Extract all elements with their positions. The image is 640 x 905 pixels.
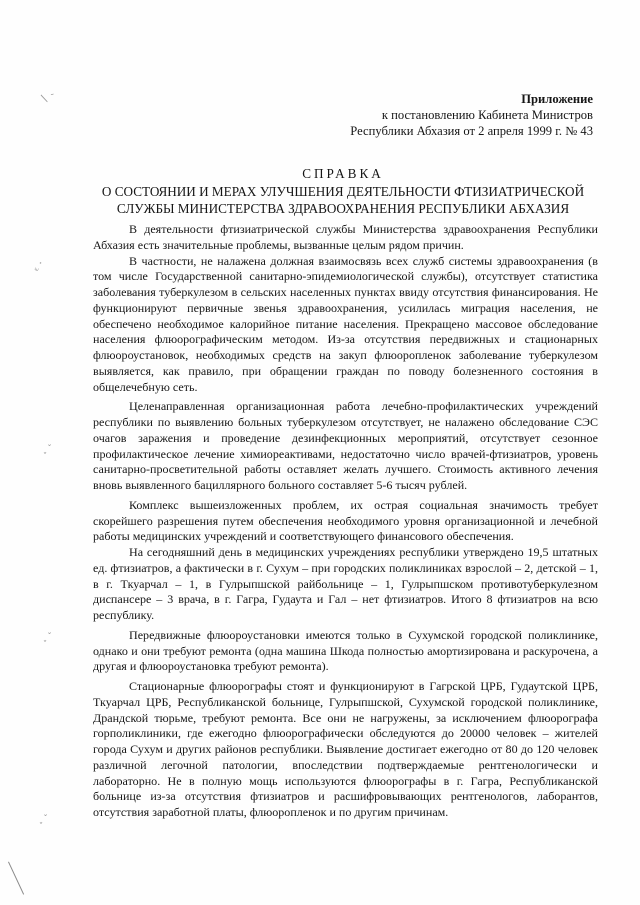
body-paragraph: Целенаправленная организационная работа лечебно-профилактических учреждений республики по выявлению больных туберкулезом отсутствует, не налажено обследование СЭС очагов заражения и проведение дезинфекционных мероприятий, отсутствует сезонное профилактическое лечение химиореактивами, недостаточно число врачей-фтизиатров, уровень санитарно-просветительной работы оставляет желать лучшего. Стоимость активного лечения вновь выявленного бациллярного больного составляет 5-6 тысяч рублей. (93, 399, 598, 492)
body-paragraph: В частности, не налажена должная взаимосвязь всех служб системы здравоохранения (в том числе Государственной санитарно-эпидемиологической службы), отсутствует статистика заболевания туберкулезом в сельских населенных пунктах ввиду отсутствия финансирования. Не функционируют первичные звенья здравоохранения, усилилась миграция населения, не обеспечено необходимое калорийное питание населения. Прекращено массовое обследование населения флюорографическим методом. Из-за отсутствия передвижных и стационарных флюороустановок, необходимых средств на закуп флюоропленок заболевание туберкулезом выявляется, как правило, при обращении граждан по поводу болезненного состояния в общелечебную сеть. (93, 253, 598, 394)
body-paragraph: В деятельности фтизиатрической службы Министерства здравоохранения Республики Абхазия есть значительные проблемы, вызванные целым рядом причин. (93, 222, 598, 252)
margin-scribble: ˛ ˛ (33, 624, 53, 645)
heading-spravka: СПРАВКА (302, 166, 384, 181)
margin-scribble: ˛ ˛ (33, 436, 53, 457)
appendix-line: Республики Абхазия от 2 апреля 1999 г. № 43 (350, 124, 593, 138)
appendix-header (350, 91, 593, 139)
appendix-title: Приложение (521, 92, 593, 106)
appendix-line: к постановлению Кабинета Министров (381, 108, 593, 122)
document-body (93, 222, 598, 821)
margin-scribble: / ˎ (37, 85, 56, 104)
heading-line: СЛУЖБЫ МИНИСТЕРСТВА ЗДРАВООХРАНЕНИЯ РЕСПУБЛИКИ АБХАЗИЯ (116, 201, 570, 216)
heading-line: О СОСТОЯНИИ И МЕРАХ УЛУЧШЕНИЯ ДЕЯТЕЛЬНОСТИ ФТИЗИАТРИЧЕСКОЙ (101, 184, 585, 199)
body-paragraph: Передвижные флюороустановки имеются только в Сухумской городской поликлинике, однако и они требуют ремонта (одна машина Шкода полностью амортизирована и раскурочена, а другая и флюороустановка требуют ремонта). (93, 627, 598, 674)
document-heading (85, 165, 601, 217)
margin-scribble: ˛ ˛ (29, 806, 49, 827)
body-paragraph: Комплекс вышеизложенных проблем, их острая социальная значимость требует скорейшего разрешения путем обеспечения необходимого уровня организационной и лечебной работы медицинских учреждений и соответствующего финансового обеспечения. (93, 497, 598, 544)
body-paragraph: На сегодняшний день в медицинских учреждениях республики утверждено 19,5 штатных ед. фтизиатров, а фактически в г. Сухум – при городских поликлиниках взрослой – 2, детской – 1, в г. Ткуарчал – 1, в Гулрыпшской райбольнице – 1, Гулрыпшском противотуберкулезном диспансере – 3 врача, в г. Гагра, Гудаута и Гал – нет фтизиатров. Итого 8 фтизиатров на всю республику. (93, 545, 598, 622)
body-paragraph: Стационарные флюорографы стоят и функционируют в Гагрской ЦРБ, Гудаутской ЦРБ, Ткуарчал ЦРБ, Республиканской больнице, Гулрыпшской, Сухумской городской поликлинике, Драндской тюрьме, требуют ремонта. Все они не нагружены, за исключением флюорографа горполиклиники, где ежегодно флюорографически обследуются до 20000 человек – жителей города Сухум и других районов республики. Выявление достигает ежегодно от 80 до 120 человек различной легочной патологии, впоследствии подтверждаемые рентгенологически и лабораторно. Не в полную мощь используются флюорографы в г. Гагра, Республиканской больнице из-за отсутствия фтизиатров и расшифровывающих рентгенологов, лаборантов, отсутствия заработной платы, флюоропленок и по другим причинам. (93, 679, 598, 819)
margin-scribble: ᵋ · (31, 259, 48, 274)
page-edge-line (8, 862, 24, 895)
